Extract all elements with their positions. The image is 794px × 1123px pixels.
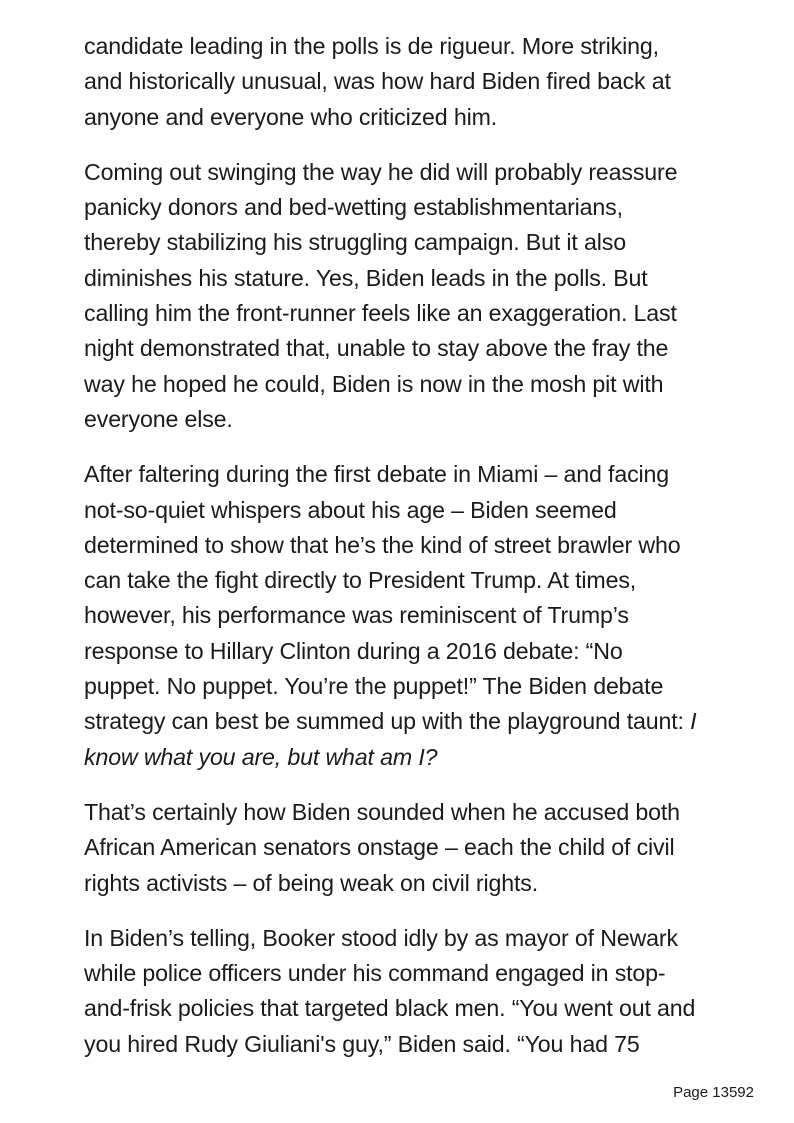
paragraph-1	[84, 29, 744, 135]
text-line: determined to show that he’s the kind of street brawler who	[84, 531, 681, 558]
paragraph-2	[84, 155, 744, 437]
italic-text: I	[690, 708, 697, 735]
text-line: thereby stabilizing his struggling campaign. But it also	[84, 229, 626, 256]
paragraph-5	[84, 921, 744, 1062]
text-line	[84, 704, 744, 739]
text-line: calling him the front-runner feels like an exaggeration. Last	[84, 300, 677, 327]
text-line: puppet. No puppet. You’re the puppet!” The Biden debate	[84, 673, 664, 700]
text-line: while police officers under his command engaged in stop-	[84, 960, 666, 987]
text-line: rights activists – of being weak on civil rights.	[84, 869, 539, 896]
text-line: you hired Rudy Giuliani's guy,” Biden said. “You had 75	[84, 1030, 640, 1057]
text-line: night demonstrated that, unable to stay above the fray the	[84, 335, 669, 362]
text-line: response to Hillary Clinton during a 2016 debate: “No	[84, 637, 623, 664]
text-line: can take the fight directly to President Trump. At times,	[84, 567, 637, 594]
text-line: After faltering during the first debate in Miami – and facing	[84, 461, 670, 488]
text-line: panicky donors and bed-wetting establishmentarians,	[84, 194, 623, 221]
italic-text-line: know what you are, but what am I?	[84, 743, 438, 770]
text-line: candidate leading in the polls is de rigueur. More striking,	[84, 33, 659, 59]
text-line: however, his performance was reminiscent of Trump’s	[84, 602, 629, 629]
document-page	[84, 29, 744, 1082]
paragraph-3	[84, 457, 744, 775]
text-line: way he hoped he could, Biden is now in the mosh pit with	[84, 370, 664, 397]
text-line: and-frisk policies that targeted black men. “You went out and	[84, 995, 696, 1022]
text-line: diminishes his stature. Yes, Biden leads in the polls. But	[84, 264, 648, 291]
text-line: In Biden’s telling, Booker stood idly by as mayor of Newark	[84, 924, 678, 951]
text-line: anyone and everyone who criticized him.	[84, 103, 498, 130]
paragraph-4	[84, 795, 744, 901]
text-run: strategy can best be summed up with the playground taunt:	[84, 708, 691, 735]
text-line: African American senators onstage – each the child of civil	[84, 834, 675, 861]
page-number: Page 13592	[673, 1084, 754, 1101]
text-line: That’s certainly how Biden sounded when he accused both	[84, 798, 680, 825]
text-line: and historically unusual, was how hard Biden fired back at	[84, 68, 671, 95]
text-line: Coming out swinging the way he did will probably reassure	[84, 158, 678, 185]
text-line: everyone else.	[84, 405, 233, 432]
text-line: not-so-quiet whispers about his age – Biden seemed	[84, 496, 617, 523]
